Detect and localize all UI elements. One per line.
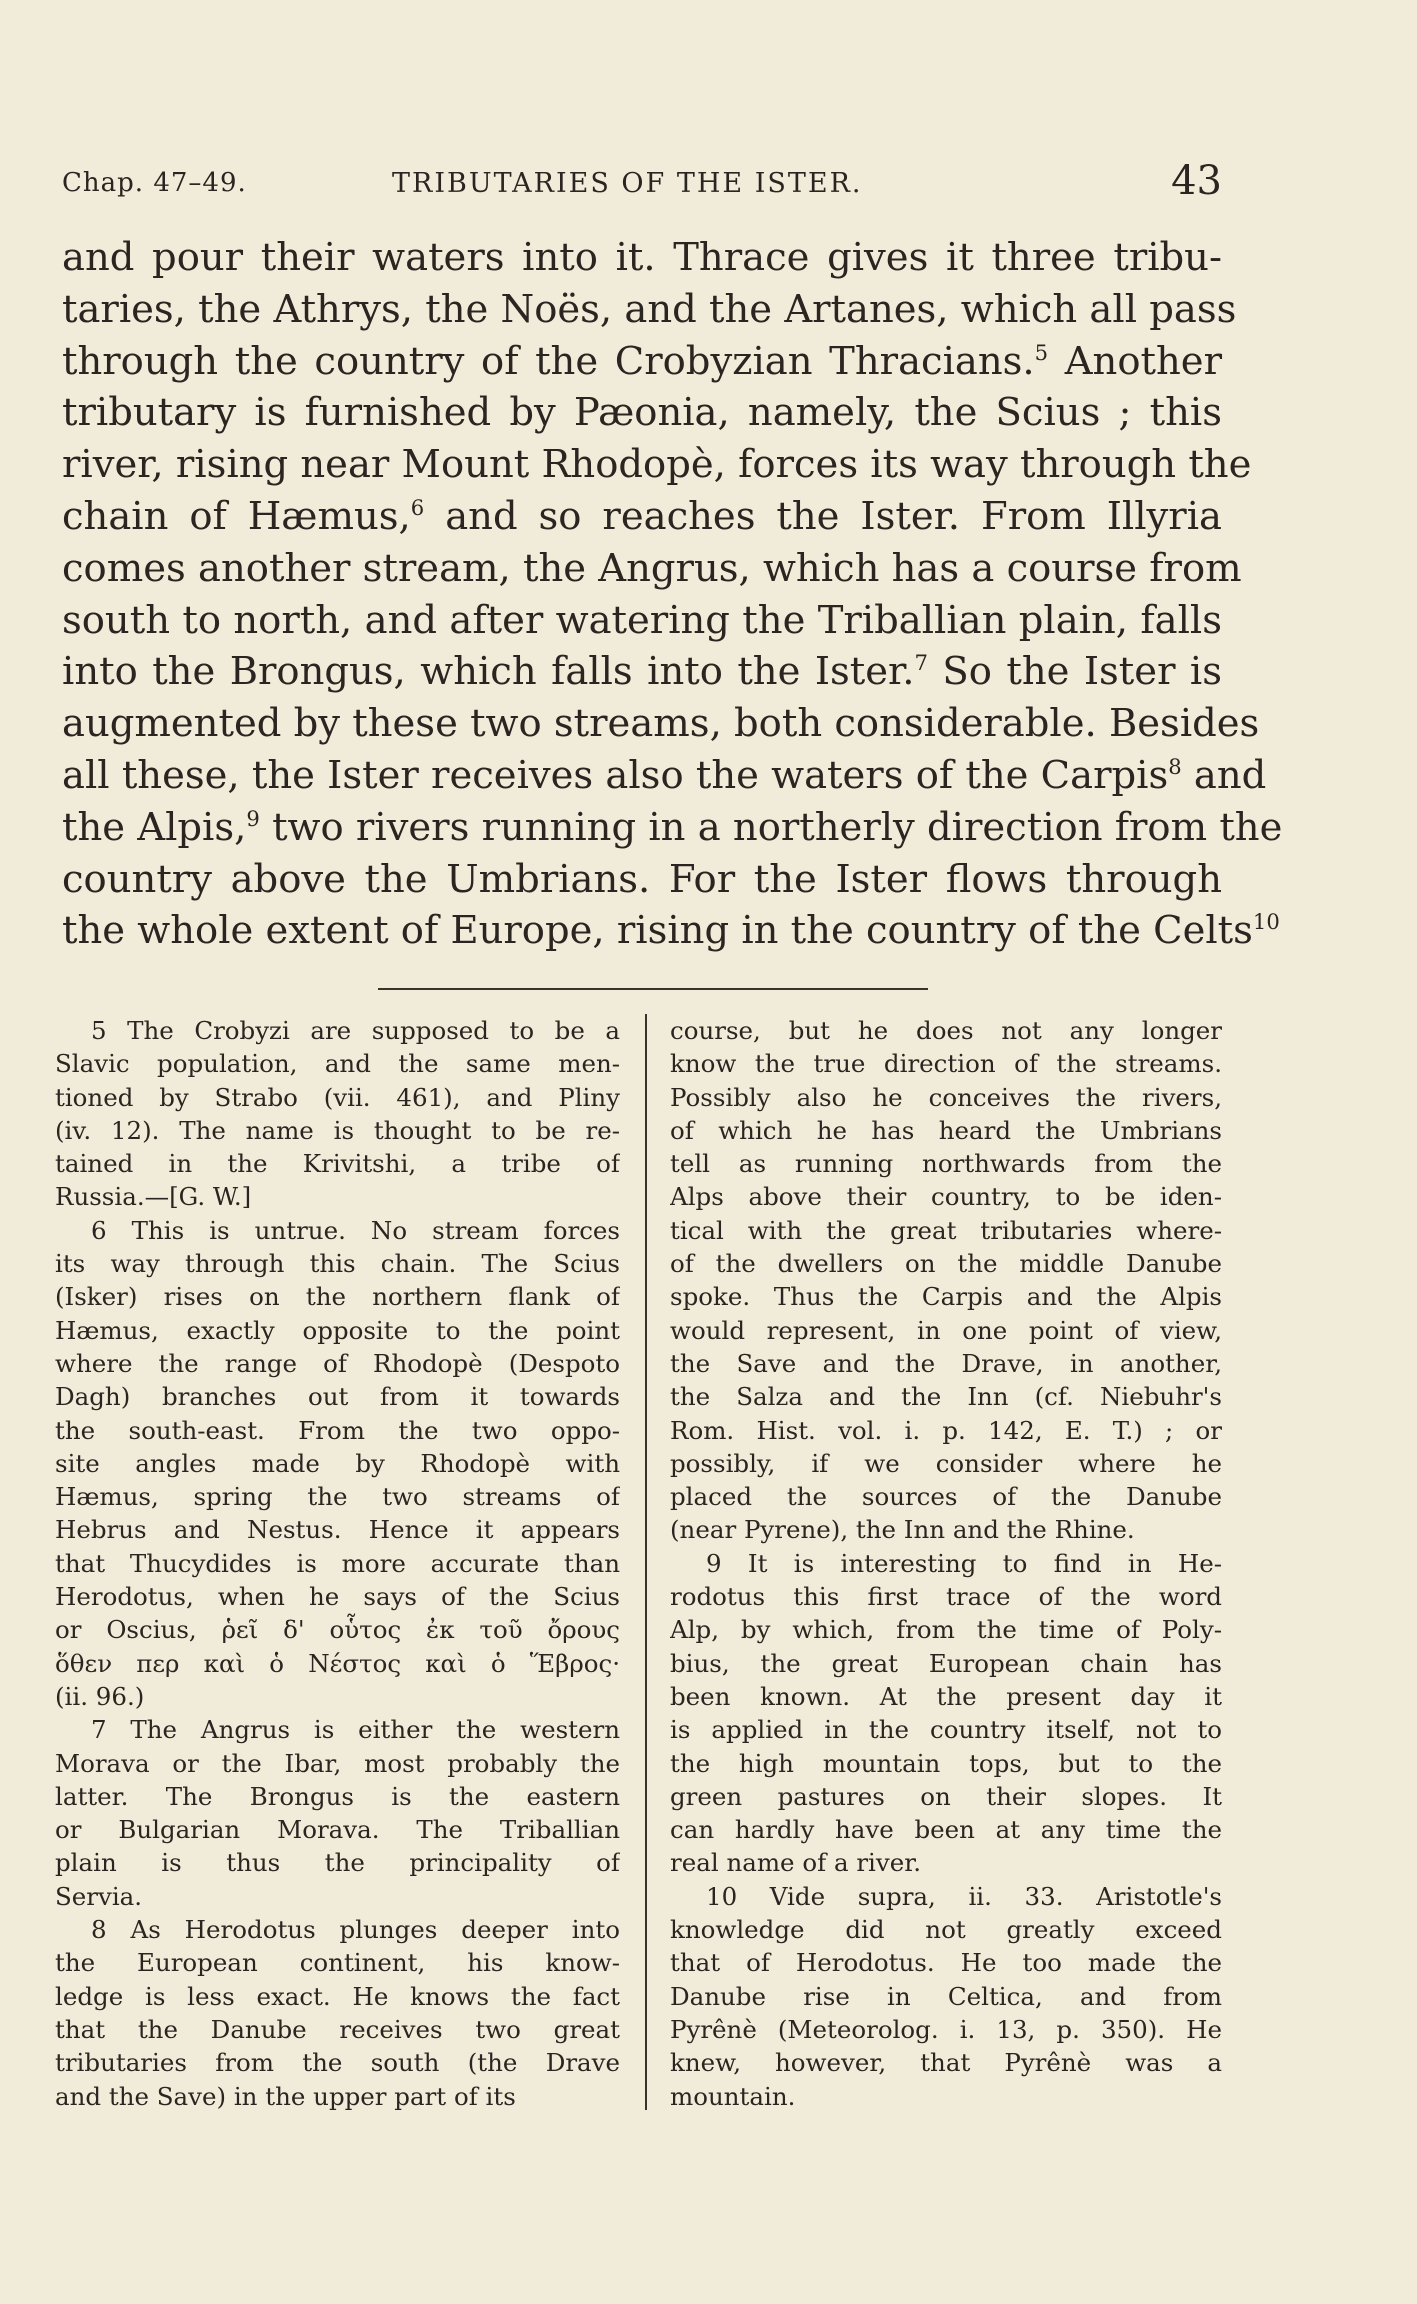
footnote-line: Rom. Hist. vol. i. p. 142, E. T.) ; or — [670, 1415, 1222, 1445]
footnote-line: Hæmus, exactly opposite to the point — [55, 1315, 620, 1345]
footnote-line: knowledge did not greatly exceed — [670, 1915, 1222, 1945]
footnote-line: bius, the great European chain has — [670, 1648, 1222, 1678]
footnote-line: tioned by Strabo (vii. 461), and Pliny — [55, 1082, 620, 1112]
footnote-line: the Salza and the Inn (cf. Niebuhr's — [670, 1382, 1222, 1412]
footnote-line: Possibly also he conceives the rivers, — [670, 1082, 1222, 1112]
footnote-line: 10 Vide supra, ii. 33. Aristotle's — [706, 1881, 1222, 1911]
running-header — [62, 150, 1222, 210]
footnote-line: Servia. — [55, 1881, 143, 1911]
footnote-ref: 8 — [1168, 754, 1182, 780]
footnote-line: ὅθεν περ καὶ ὁ Νέστος καὶ ὁ Ἕβρος· — [55, 1648, 620, 1678]
body-line: augmented by these two streams, both considerable. Besides — [62, 701, 1260, 747]
footnote-line: that Thucydides is more accurate than — [55, 1548, 620, 1578]
footnote-line: knew, however, that Pyrênè was a — [670, 2048, 1222, 2078]
footnote-ref: 9 — [246, 805, 260, 831]
footnotes-left-column — [55, 1014, 620, 2113]
main-body-text — [62, 232, 1283, 957]
body-line: through the country of the Crobyzian Thracians.$^5$ Another — [62, 338, 1222, 384]
footnote-line: that the Danube receives two great — [55, 2014, 620, 2044]
footnote-line: mountain. — [670, 2081, 796, 2111]
body-line: country above the Umbrians. For the Ister flows through — [62, 856, 1222, 902]
footnote-line: plain is thus the principality of — [55, 1848, 620, 1878]
footnote-line: where the range of Rhodopè (Despoto — [55, 1348, 620, 1378]
footnote-line: is applied in the country itself, not to — [670, 1715, 1222, 1745]
footnote-ref: 6 — [410, 495, 425, 521]
footnote-line: green pastures on their slopes. It — [670, 1781, 1222, 1811]
footnote-line: 6 This is untrue. No stream forces — [91, 1215, 620, 1245]
footnote-line: or Bulgarian Morava. The Triballian — [55, 1815, 620, 1845]
footnote-line: spoke. Thus the Carpis and the Alpis — [670, 1282, 1222, 1312]
body-line: into the Brongus, which falls into the Ister.$^7$ So the Ister is — [62, 649, 1222, 695]
footnote-line: (Isker) rises on the northern flank of — [55, 1282, 620, 1312]
footnote-line: of the dwellers on the middle Danube — [670, 1249, 1222, 1279]
footnote-line: 7 The Angrus is either the western — [91, 1715, 620, 1745]
body-line: chain of Hæmus,$^6$ and so reaches the Ister. From Illyria — [62, 493, 1222, 539]
footnote-line: Morava or the Ibar, most probably the — [55, 1748, 620, 1778]
running-title: TRIBUTARIES OF THE ISTER. — [392, 168, 863, 199]
chapter-reference: Chap. 47–49. — [62, 168, 247, 198]
footnote-line: and the Save) in the upper part of its — [55, 2081, 516, 2111]
body-line: taries, the Athrys, the Noës, and the Artanes, which all pass — [62, 286, 1237, 332]
column-divider — [645, 1014, 647, 2110]
footnote-line: Hæmus, spring the two streams of — [55, 1482, 620, 1512]
page-number: 43 — [1171, 158, 1222, 204]
footnote-line: the south-east. From the two oppo- — [55, 1415, 620, 1445]
footnote-line: ledge is less exact. He knows the fact — [55, 1981, 620, 2011]
footnote-ref: 10 — [1252, 909, 1280, 935]
footnote-line: Alp, by which, from the time of Poly- — [670, 1615, 1222, 1645]
footnote-line: of which he has heard the Umbrians — [670, 1115, 1222, 1145]
body-line: and pour their waters into it. Thrace gives it three tribu- — [62, 235, 1222, 280]
footnote-line: (ii. 96.) — [55, 1681, 145, 1711]
body-line: tributary is furnished by Pæonia, namely, the Scius ; this — [62, 390, 1222, 436]
body-line: all these, the Ister receives also the waters of the Carpis$^8$ and — [62, 752, 1267, 798]
footnote-line: its way through this chain. The Scius — [55, 1249, 620, 1279]
footnote-line: possibly, if we consider where he — [670, 1448, 1222, 1478]
footnote-line: the Save and the Drave, in another, — [670, 1348, 1222, 1378]
footnote-line: 9 It is interesting to find in He- — [706, 1548, 1222, 1578]
body-line: south to north, and after watering the Triballian plain, falls — [62, 597, 1222, 643]
footnote-line: tical with the great tributaries where- — [670, 1215, 1222, 1245]
footnote-line: or Oscius, ῥεῖ δ' οὗτος ἐκ τοῦ ὄρους — [55, 1615, 620, 1645]
footnote-line: 8 As Herodotus plunges deeper into — [91, 1915, 620, 1945]
footnote-ref: 7 — [914, 650, 928, 676]
footnote-line: know the true direction of the streams. — [670, 1049, 1222, 1079]
footnote-line: tributaries from the south (the Drave — [55, 2048, 620, 2078]
footnote-line: Russia.—[G. W.] — [55, 1182, 252, 1212]
body-line: the whole extent of Europe, rising in the country of the Celts$^{10}$ — [62, 908, 1280, 954]
footnote-line: tained in the Krivitshi, a tribe of — [55, 1149, 620, 1179]
body-line: comes another stream, the Angrus, which has a course from — [62, 545, 1242, 591]
footnote-line: Herodotus, when he says of the Scius — [55, 1582, 620, 1612]
footnote-line: Danube rise in Celtica, and from — [670, 1981, 1222, 2011]
footnote-line: 5 The Crobyzi are supposed to be a — [91, 1016, 620, 1045]
footnote-line: (iv. 12). The name is thought to be re- — [55, 1115, 620, 1145]
footnote-line: real name of a river. — [670, 1848, 922, 1878]
footnote-line: latter. The Brongus is the eastern — [55, 1781, 620, 1811]
footnote-line: rodotus this first trace of the word — [670, 1582, 1222, 1612]
footnote-line: the European continent, his know- — [55, 1948, 620, 1978]
footnote-line: placed the sources of the Danube — [670, 1482, 1222, 1512]
footnote-line: that of Herodotus. He too made the — [670, 1948, 1222, 1978]
footnote-line: (near Pyrene), the Inn and the Rhine. — [670, 1515, 1135, 1545]
footnote-line: Slavic population, and the same men- — [55, 1049, 620, 1079]
footnote-line: Hebrus and Nestus. Hence it appears — [55, 1515, 620, 1545]
body-line: the Alpis,$^9$ two rivers running in a northerly direction from the — [62, 804, 1283, 850]
footnote-ref: 5 — [1034, 339, 1049, 365]
footnote-line: Dagh) branches out from it towards — [55, 1382, 620, 1412]
footnote-line: Pyrênè (Meteorolog. i. 13, p. 350). He — [670, 2014, 1222, 2044]
footnote-line: site angles made by Rhodopè with — [55, 1448, 620, 1478]
footnote-line: would represent, in one point of view, — [670, 1315, 1222, 1345]
footnote-separator-rule — [378, 988, 928, 990]
footnote-line: been known. At the present day it — [670, 1681, 1222, 1711]
footnote-line: Alps above their country, to be iden- — [670, 1182, 1222, 1212]
footnote-line: can hardly have been at any time the — [670, 1815, 1222, 1845]
body-line: river, rising near Mount Rhodopè, forces its way through the — [62, 442, 1252, 488]
footnote-line: tell as running northwards from the — [670, 1149, 1222, 1179]
footnotes-right-column — [670, 1014, 1222, 2113]
footnote-line: the high mountain tops, but to the — [670, 1748, 1222, 1778]
footnote-line: course, but he does not any longer — [670, 1016, 1222, 1045]
